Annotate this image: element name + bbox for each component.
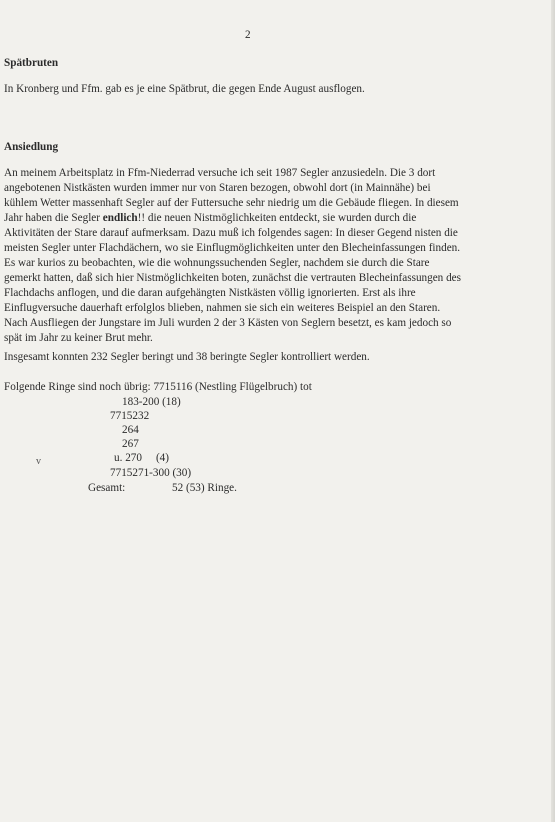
paragraph-line: Einflugversuche dauerhaft erfolglos blieben, nahmen sie sich ein weiteres Beispiel an den Staren.	[4, 302, 441, 314]
ansiedlung-paragraph	[4, 166, 524, 346]
paragraph-line: Nach Ausfliegen der Jungstare im Juli wurden 2 der 3 Kästen von Seglern besetzt, es kam jedoch so	[4, 317, 452, 329]
line-part: !! die neuen Nistmöglichkeiten entdeckt, sie wurden durch die	[137, 212, 417, 224]
spaetbruten-text: In Kronberg und Ffm. gab es je eine Spätbrut, die gegen Ende August ausflogen.	[4, 83, 365, 95]
emphasis-endlich: endlich	[102, 212, 138, 224]
rings-total-label: Gesamt:	[88, 482, 126, 494]
page-number: 2	[245, 29, 251, 41]
paragraph-line: kühlem Wetter massenhaft Segler auf der Futtersuche sehr niedrig um die Gebäude fliegen. In diesem	[4, 197, 459, 209]
paragraph-line: Flachdachs anflogen, und die daran aufgehängten Nistkästen völlig ignorierten. Erst als ihre	[4, 287, 416, 299]
summary-text: Insgesamt konnten 232 Segler beringt und 38 beringte Segler kontrolliert werden.	[4, 351, 370, 363]
paragraph-line: Es war kurios zu beobachten, wie die wohnungssuchenden Segler, nachdem sie durch die Stare	[4, 257, 430, 269]
ring-item: 264	[122, 424, 139, 436]
paragraph-line: gemerkt hatten, daß sich hier Nistmöglichkeiten boten, zunächst die vertrauten Blecheinfassungen des	[4, 272, 461, 284]
rings-total-value: 52 (53) Ringe.	[172, 482, 237, 494]
ring-item: 183-200 (18)	[122, 396, 181, 408]
paragraph-line-with-emphasis	[4, 211, 524, 226]
paragraph-line: An meinem Arbeitsplatz in Ffm-Niederrad versuche ich seit 1987 Segler anzusiedeln. Die 3 dort	[4, 167, 436, 179]
paragraph-line: meisten Segler unter Flachdächern, wo sie Einflugmöglichkeiten unter den Blecheinfassungen finden.	[4, 242, 461, 254]
ring-item: 267	[122, 438, 139, 450]
ring-item: 7715271-300 (30)	[110, 467, 192, 479]
rings-intro: Folgende Ringe sind noch übrig: 7715116 (Nestling Flügelbruch) tot	[4, 381, 312, 393]
ring-item: u. 270 (4)	[114, 452, 169, 464]
ring-item: 7715232	[110, 410, 150, 422]
line-part: Jahr haben die Segler	[4, 212, 103, 224]
page-edge	[551, 0, 555, 822]
heading-ansiedlung: Ansiedlung	[4, 141, 59, 153]
heading-spaetbruten: Spätbruten	[4, 57, 59, 69]
paragraph-line: spät im Jahr zu keiner Brut mehr.	[4, 332, 153, 344]
paragraph-line: angebotenen Nistkästen wurden immer nur von Staren bezogen, obwohl dort (in Mainnähe) bei	[4, 182, 431, 194]
paragraph-line: Aktivitäten der Stare darauf aufmerksam. Dazu muß ich folgendes sagen: In dieser Gegend nisten die	[4, 227, 458, 239]
handwritten-check-mark: v	[36, 456, 41, 467]
